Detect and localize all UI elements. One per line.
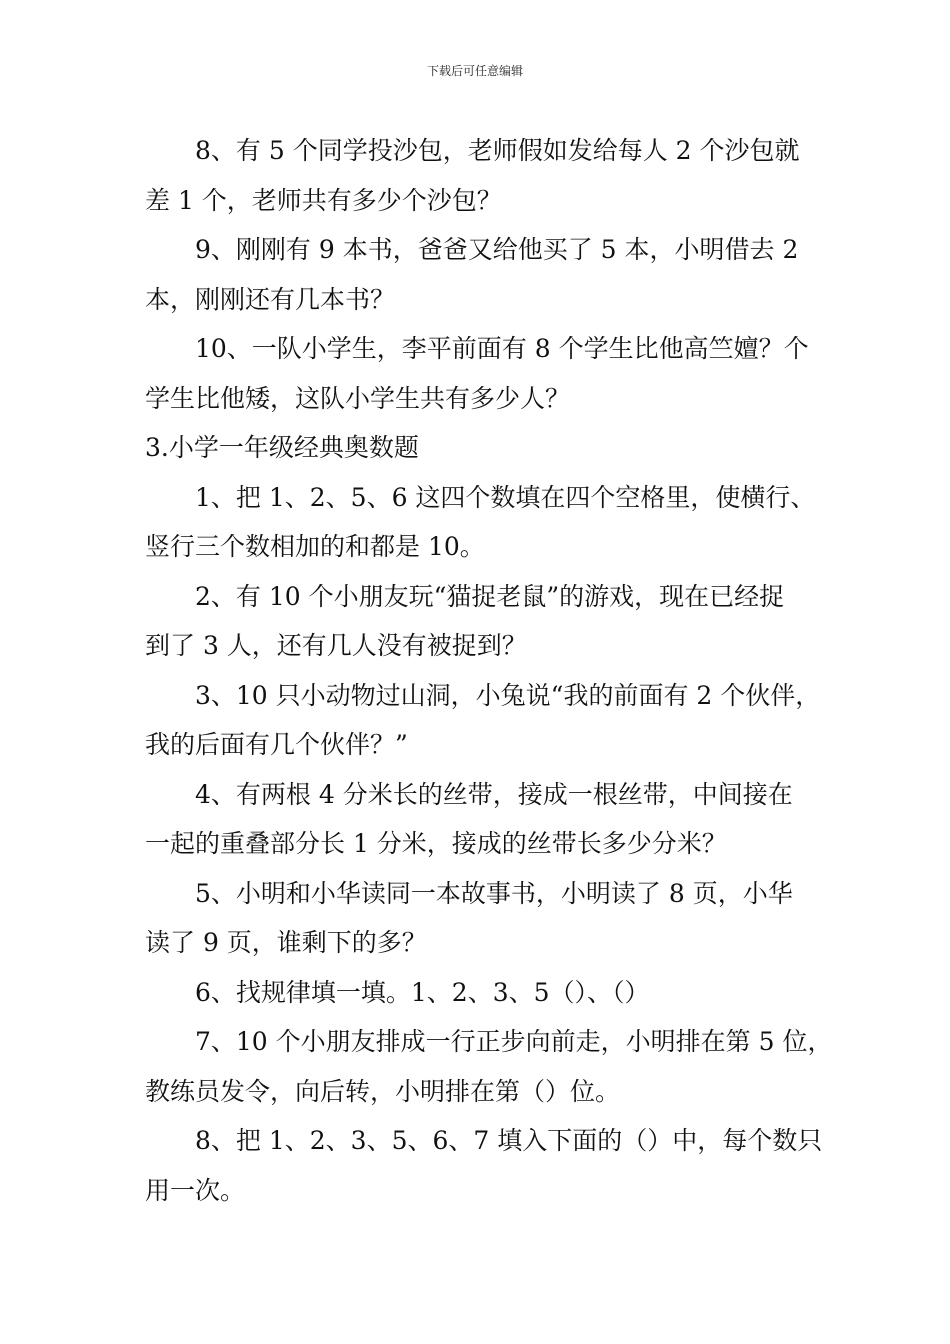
paragraph-continuation-line: 差 1 个，老师共有多少个沙包？ xyxy=(145,185,502,215)
paragraph-first-line: 2、有 10 个小朋友玩“猫捉老鼠”的游戏，现在已经捉 xyxy=(195,581,785,611)
page-header-note: 下载后可任意编辑 xyxy=(426,64,523,78)
paragraph-first-line: 10、一队小学生，李平前面有 8 个学生比他高竺嬗？个 xyxy=(195,334,809,363)
paragraph-continuation-line: 3.小学一年级经典奥数题 xyxy=(145,433,419,462)
paragraph-first-line: 3、10 只小动物过山洞，小兔说“我的前面有 2 个伙伴， xyxy=(195,680,821,710)
paragraph-first-line: 7、10 个小朋友排成一行正步向前走，小明排在第 5 位， xyxy=(195,1027,833,1056)
paragraph-continuation-line: 用一次。 xyxy=(145,1175,246,1205)
paragraph-first-line: 9、刚刚有 9 本书，爸爸又给他买了 5 本，小明借去 2 xyxy=(195,235,799,264)
paragraph-continuation-line: 学生比他矮，这队小学生共有多少人？ xyxy=(145,383,571,413)
paragraph-first-line: 1、把 1、2、5、6 这四个数填在四个空格里，使横行、 xyxy=(195,482,816,512)
paragraph-continuation-line: 竖行三个数相加的和都是 10。 xyxy=(145,532,485,561)
paragraph-continuation-line: 我的后面有几个伙伴？” xyxy=(145,730,408,759)
paragraph-first-line: 8、有 5 个同学投沙包，老师假如发给每人 2 个沙包就 xyxy=(195,136,800,165)
paragraph-continuation-line: 到了 3 人，还有几人没有被捉到？ xyxy=(145,631,527,660)
paragraph-first-line: 4、有两根 4 分米长的丝带，接成一根丝带，中间接在 xyxy=(195,779,793,809)
paragraph-continuation-line: 本，刚刚还有几本书？ xyxy=(145,284,396,314)
paragraph-continuation-line: 读了 9 页，谁剩下的多？ xyxy=(145,928,427,957)
document-body xyxy=(145,126,833,1215)
paragraph-continuation-line: 教练员发令，向后转，小明排在第（）位。 xyxy=(145,1076,621,1106)
paragraph-first-line: 6、找规律填一填。1、2、3、5（）、（） xyxy=(195,977,650,1007)
paragraph-first-line: 5、小明和小华读同一本故事书，小明读了 8 页，小华 xyxy=(195,878,793,908)
paragraph-continuation-line: 一起的重叠部分长 1 分米，接成的丝带长多少分米？ xyxy=(145,829,727,858)
paragraph-first-line: 8、把 1、2、3、5、6、7 填入下面的（）中，每个数只 xyxy=(195,1126,823,1155)
